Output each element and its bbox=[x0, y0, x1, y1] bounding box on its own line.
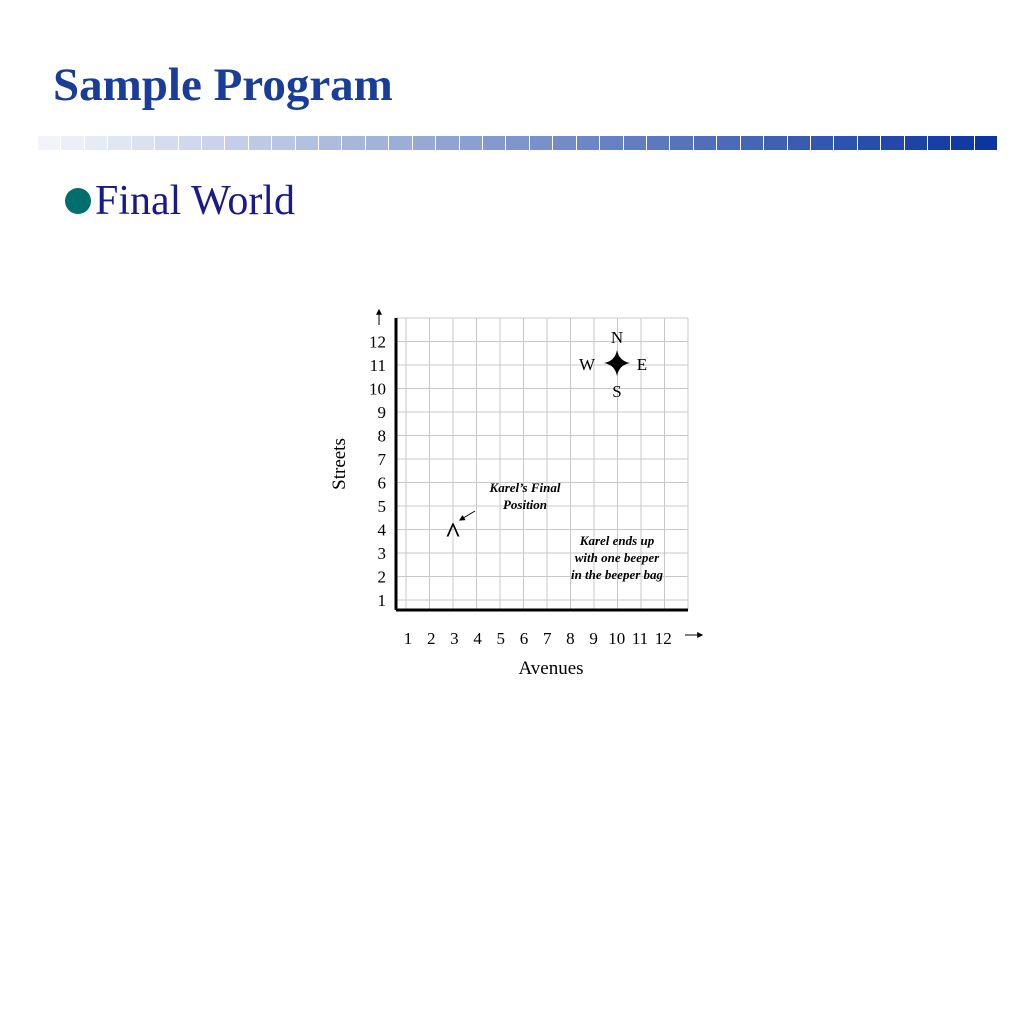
title-bar-segment bbox=[975, 136, 998, 150]
beeper-note-line-1: Karel ends up bbox=[579, 533, 655, 548]
title-bar-segment bbox=[389, 136, 412, 150]
bullet-item bbox=[65, 180, 295, 222]
beeper-note-line-3: in the beeper bag bbox=[570, 567, 664, 582]
title-bar-segment bbox=[788, 136, 811, 150]
title-bar-segment bbox=[249, 136, 272, 150]
title-bar-segment bbox=[858, 136, 881, 150]
title-bar-segment bbox=[38, 136, 61, 150]
x-tick-label: 3 bbox=[450, 629, 459, 648]
bullet-dot-icon bbox=[65, 188, 91, 214]
title-gradient-bar bbox=[38, 136, 998, 150]
compass-east: E bbox=[636, 355, 648, 374]
x-tick-label: 5 bbox=[496, 629, 506, 648]
x-tick-label: 12 bbox=[654, 629, 672, 648]
y-tick-label: 7 bbox=[377, 450, 386, 469]
title-bar-segment bbox=[155, 136, 178, 150]
y-tick-label: 12 bbox=[369, 332, 386, 352]
title-bar-segment bbox=[764, 136, 787, 150]
title-bar-segment bbox=[225, 136, 248, 150]
bullet-text: Final World bbox=[95, 178, 296, 224]
compass-west: W bbox=[578, 355, 596, 374]
title-bar-segment bbox=[413, 136, 436, 150]
x-tick-labels bbox=[404, 629, 672, 648]
y-tick-label: 2 bbox=[377, 567, 386, 587]
slide-title: Sample Program bbox=[53, 59, 393, 111]
karel-robot-icon: ^ bbox=[444, 518, 462, 549]
title-bar-segment bbox=[179, 136, 202, 150]
y-tick-label: 6 bbox=[377, 473, 386, 493]
final-position-line-2: Position bbox=[502, 497, 548, 512]
beeper-note-line-2: with one beeper bbox=[574, 550, 660, 565]
title-bar-segment bbox=[577, 136, 600, 150]
final-position-arrow bbox=[460, 511, 475, 520]
title-bar-segment bbox=[951, 136, 974, 150]
title-bar-segment bbox=[928, 136, 951, 150]
final-position-line-1: Karel’s Final bbox=[489, 480, 561, 495]
karel-world-diagram bbox=[300, 290, 720, 690]
title-bar-segment bbox=[834, 136, 857, 150]
title-bar-segment bbox=[202, 136, 225, 150]
title-bar-segment bbox=[881, 136, 904, 150]
title-bar-segment bbox=[553, 136, 576, 150]
y-tick-label: 1 bbox=[377, 591, 386, 610]
x-tick-label: 9 bbox=[589, 629, 598, 648]
compass bbox=[579, 328, 647, 401]
title-bar-segment bbox=[506, 136, 529, 150]
final-position-annotation bbox=[489, 480, 561, 512]
x-tick-label: 7 bbox=[542, 629, 552, 648]
y-tick-label: 3 bbox=[377, 544, 386, 563]
compass-south: S bbox=[612, 382, 622, 401]
x-tick-label: 10 bbox=[608, 629, 626, 648]
title-bar-segment bbox=[483, 136, 506, 150]
title-bar-segment bbox=[717, 136, 740, 150]
y-tick-label: 9 bbox=[377, 403, 386, 422]
title-bar-segment bbox=[670, 136, 693, 150]
x-axis-label: Avenues bbox=[518, 658, 584, 679]
x-tick-label: 8 bbox=[566, 629, 575, 648]
title-bar-segment bbox=[694, 136, 717, 150]
title-bar-segment bbox=[624, 136, 647, 150]
x-tick-label: 6 bbox=[519, 629, 529, 648]
title-bar-segment bbox=[741, 136, 764, 150]
x-tick-label: 11 bbox=[631, 629, 649, 648]
title-bar-segment bbox=[132, 136, 155, 150]
x-tick-label: 2 bbox=[426, 629, 436, 648]
x-tick-label: 1 bbox=[403, 629, 413, 648]
title-bar-segment bbox=[61, 136, 84, 150]
compass-north: N bbox=[610, 328, 624, 347]
title-bar-segment bbox=[108, 136, 131, 150]
title-bar-segment bbox=[296, 136, 319, 150]
title-bar-segment bbox=[366, 136, 389, 150]
title-bar-segment bbox=[319, 136, 342, 150]
y-tick-label: 4 bbox=[377, 520, 386, 540]
title-bar-segment bbox=[600, 136, 623, 150]
title-bar-segment bbox=[436, 136, 459, 150]
beeper-annotation bbox=[571, 533, 664, 582]
title-bar-segment bbox=[647, 136, 670, 150]
title-bar-segment bbox=[530, 136, 553, 150]
y-tick-labels bbox=[369, 333, 387, 611]
title-bar-segment bbox=[342, 136, 365, 150]
x-tick-label: 4 bbox=[473, 629, 482, 648]
title-bar-segment bbox=[85, 136, 108, 150]
title-bar-segment bbox=[460, 136, 483, 150]
y-tick-label: 8 bbox=[377, 426, 386, 446]
y-tick-label: 10 bbox=[369, 379, 386, 399]
y-tick-label: 11 bbox=[369, 356, 386, 375]
title-bar-segment bbox=[811, 136, 834, 150]
y-tick-label: 5 bbox=[377, 497, 386, 516]
compass-star-icon bbox=[604, 350, 630, 376]
title-bar-segment bbox=[905, 136, 928, 150]
title-bar-segment bbox=[272, 136, 295, 150]
y-axis-label: Streets bbox=[329, 438, 350, 490]
